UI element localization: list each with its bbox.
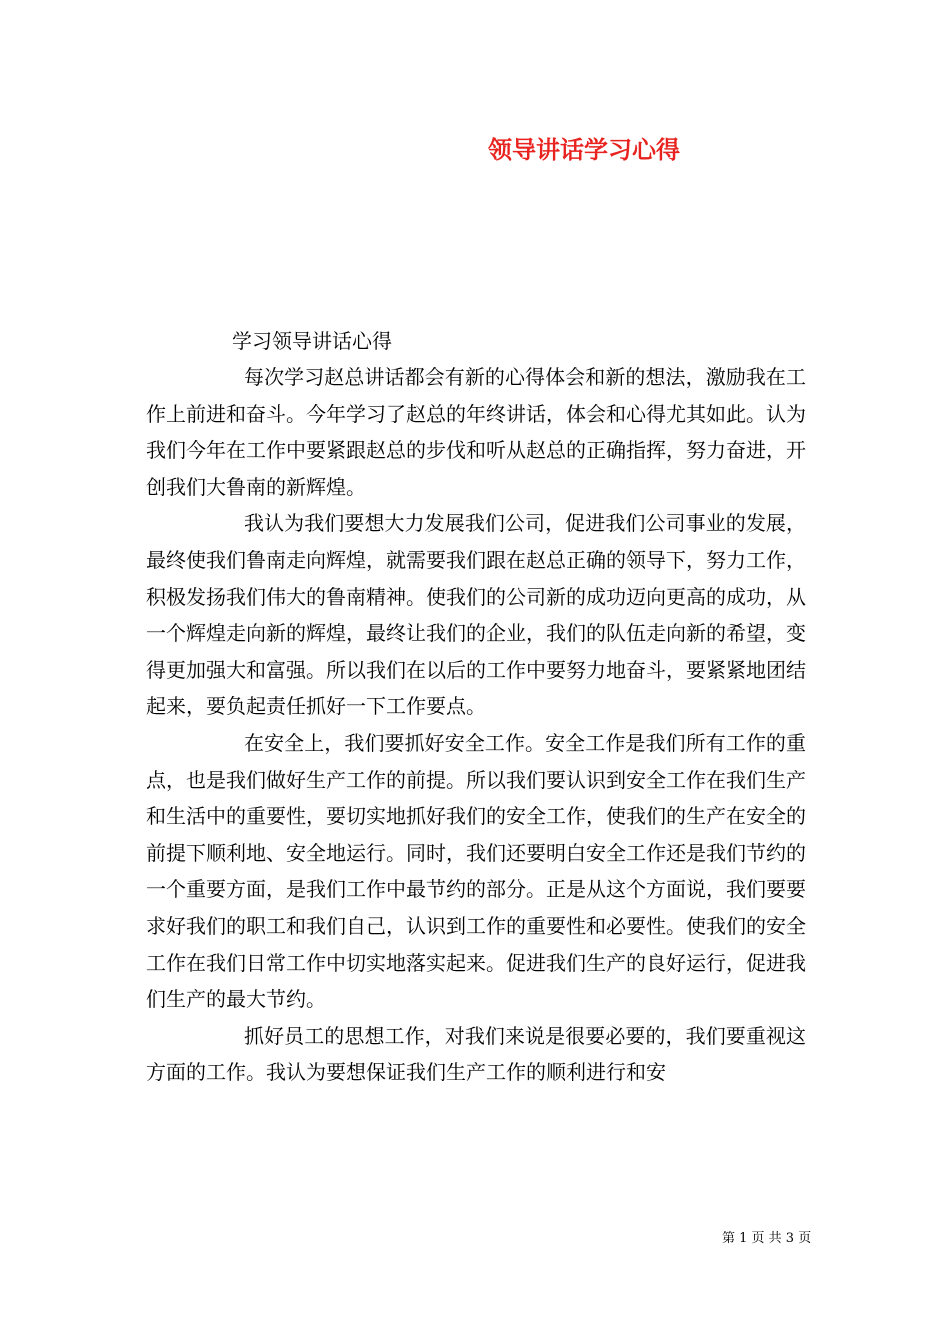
body-paragraph: 抓好员工的思想工作，对我们来说是很要必要的，我们要重视这方面的工作。我认为要想保证我们生产工作的顺利进行和安 bbox=[146, 1023, 806, 1085]
document-title: 领导讲话学习心得 bbox=[488, 135, 680, 164]
body-paragraph: 每次学习赵总讲话都会有新的心得体会和新的想法，激励我在工作上前进和奋斗。今年学习了赵总的年终讲话，体会和心得尤其如此。认为我们今年在工作中要紧跟赵总的步伐和听从赵总的正确指挥，努力奋进，开创我们大鲁南的新辉煌。 bbox=[146, 365, 806, 499]
page-number-footer: 第 1 页 共 3 页 bbox=[722, 1231, 812, 1246]
body-paragraph: 我认为我们要想大力发展我们公司，促进我们公司事业的发展，最终使我们鲁南走向辉煌，就需要我们跟在赵总正确的领导下，努力工作，积极发扬我们伟大的鲁南精神。使我们的公司新的成功迈向更高的成功，从一个辉煌走向新的辉煌，最终让我们的企业，我们的队伍走向新的希望，变得更加强大和富强。所以我们在以后的工作中要努力地奋斗，要紧紧地团结起来，要负起责任抓好一下工作要点。 bbox=[146, 511, 806, 719]
body-paragraph: 在安全上，我们要抓好安全工作。安全工作是我们所有工作的重点，也是我们做好生产工作的前提。所以我们要认识到安全工作在我们生产和生活中的重要性，要切实地抓好我们的安全工作，使我们的生产在安全的前提下顺利地、安全地运行。同时，我们还要明白安全工作还是我们节约的一个重要方面，是我们工作中最节约的部分。正是从这个方面说，我们要要求好我们的职工和我们自己，认识到工作的重要性和必要性。使我们的安全工作在我们日常工作中切实地落实起来。促进我们生产的良好运行，促进我们生产的最大节约。 bbox=[146, 730, 806, 1012]
document-subtitle: 学习领导讲话心得 bbox=[232, 329, 392, 353]
document-body bbox=[146, 359, 806, 1091]
